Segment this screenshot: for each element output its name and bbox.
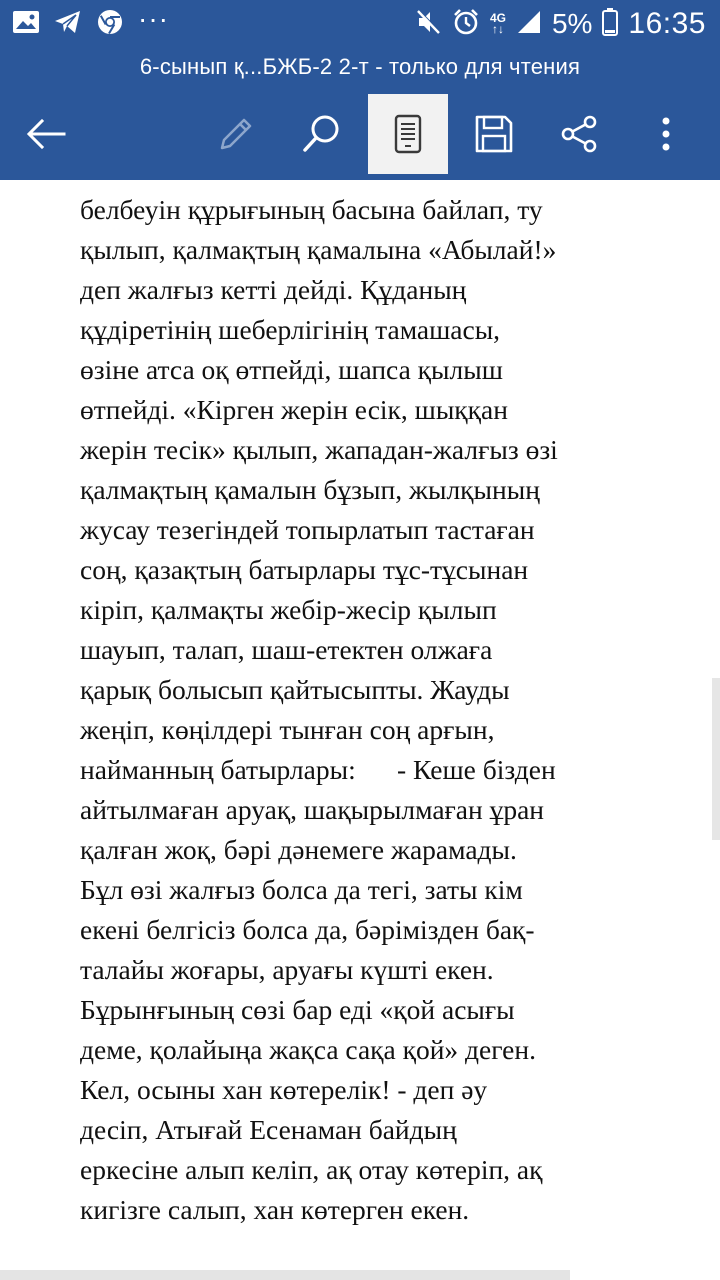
text-line: өтпейді. «Кірген жерін есік, шыққан (80, 394, 508, 425)
text-line: Бұрынғының сөзі бар еді «қой асығы (80, 994, 515, 1025)
text-line: қалмақтың қамалын бұзып, жылқының (80, 474, 540, 505)
mobile-view-icon (394, 114, 422, 154)
text-line: қылып, қалмақтың қамалына «Абылай!» (80, 234, 557, 265)
text-line: десіп, Атығай Есенаман байдың (80, 1114, 457, 1145)
text-line: жеңіп, көңілдері тынған соң арғын, (80, 714, 495, 745)
text-line: белбеуін құрығының басына байлап, ту (80, 194, 543, 225)
alarm-icon (452, 8, 480, 41)
status-bar-right (416, 6, 706, 42)
scrollbar-thumb[interactable] (712, 678, 720, 840)
battery-icon (602, 8, 618, 41)
text-line: соң, қазақтың батырлары тұс-тұсынан (80, 554, 529, 585)
clock: 16:35 (628, 7, 706, 40)
status-bar (0, 0, 720, 48)
text-line: қарық болысып қайтысыпты. Жауды (80, 674, 510, 705)
text-line: деп жалғыз кетті дейді. Құданың (80, 274, 467, 305)
bottom-divider (0, 1270, 570, 1280)
signal-icon (516, 9, 542, 40)
save-icon (474, 114, 514, 154)
text-line: жерін тесік» қылып, жападан-жалғыз өзі (80, 434, 558, 465)
edit-pencil-icon (216, 114, 256, 154)
mute-icon (416, 8, 442, 41)
document-body (80, 150, 660, 1230)
chrome-icon (96, 8, 124, 41)
gallery-icon (12, 10, 40, 39)
more-notifications-icon: ··· (138, 3, 169, 34)
text-line (80, 150, 660, 190)
text-line: деме, қолайыңа жақса сақа қой» деген. (80, 1034, 536, 1065)
text-line: айтылмаған аруақ, шақырылмаған ұран (80, 794, 545, 825)
text-line: өзіне атса оқ өтпейді, шапса қылыш (80, 354, 503, 385)
text-line: Бұл өзі жалғыз болса да тегі, заты кім (80, 874, 523, 905)
text-line: кигізге салып, хан көтерген екен. (80, 1194, 470, 1225)
back-arrow-icon (26, 118, 66, 150)
text-line: құдіретінің шеберлігінің тамашасы, (80, 314, 501, 345)
text-line: екені белгісіз болса да, бәрімізден бақ- (80, 914, 535, 945)
text-line: жусау тезегіндей топырлатып тастаған (80, 514, 535, 545)
network-type-label: 4G ↑↓ (489, 11, 506, 36)
battery-percent: 5% (551, 8, 593, 39)
text-line: талайы жоғары, аруағы күшті екен. (80, 954, 494, 985)
share-icon (560, 114, 600, 154)
text-line: найманның батырлары: - Кеше бізден (80, 754, 556, 785)
text-line: еркесіне алып келіп, ақ отау көтеріп, ақ (80, 1154, 543, 1185)
back-button[interactable] (6, 94, 86, 174)
search-icon (301, 113, 343, 155)
status-bar-left (12, 3, 169, 40)
text-line: кіріп, қалмақты жебір-жесір қылып (80, 594, 497, 625)
telegram-icon (54, 9, 82, 40)
document-title: 6-сынып қ...БЖБ-2 2-т - только для чтения (139, 54, 581, 79)
text-line: Кел, осыны хан көтерелік! - деп әу (80, 1074, 488, 1105)
text-line: қалған жоқ, бәрі дәнемеге жарамады. (80, 834, 517, 865)
more-vert-icon (660, 116, 672, 152)
text-line: шауып, талап, шаш-етектен олжаға (80, 634, 493, 665)
